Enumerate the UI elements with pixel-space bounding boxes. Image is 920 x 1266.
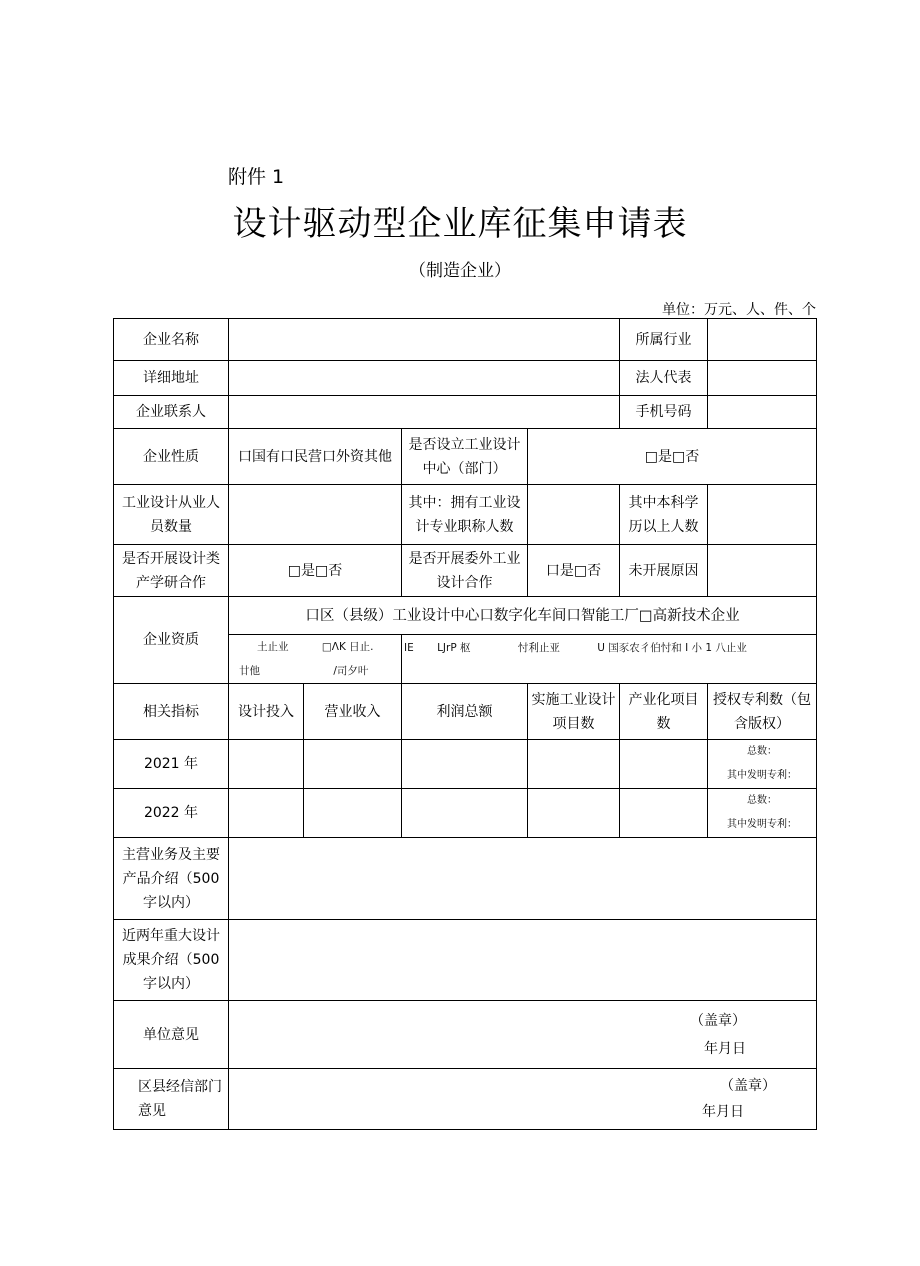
row-year-2021 (114, 740, 817, 789)
address-field[interactable] (229, 361, 620, 396)
row-business-intro (114, 838, 817, 920)
cell-2021-profit[interactable] (402, 740, 528, 789)
unit-date-text: 年月日 (704, 1040, 746, 1057)
achievements-field[interactable] (229, 920, 817, 1001)
titled-staff-label: 其中：拥有工业设计专业职称人数 (402, 485, 528, 545)
application-form-table (113, 318, 817, 1130)
design-center-label: 是否设立工业设计中心（部门） (402, 429, 528, 485)
row-cooperation (114, 545, 817, 597)
district-date-text: 年月日 (702, 1104, 744, 1120)
address-label: 详细地址 (114, 361, 229, 396)
cell-2021-patents[interactable] (708, 740, 817, 789)
row-year-2022 (114, 789, 817, 838)
col-design-investment: 设计投入 (229, 684, 304, 740)
no-reason-field[interactable] (708, 545, 817, 597)
unit-note: 单位：万元、人、件、个 (662, 302, 816, 318)
row-indicator-header (114, 684, 817, 740)
cell-2021-revenue[interactable] (304, 740, 402, 789)
qual-garble-7: 廿他 (239, 665, 260, 677)
research-label: 是否开展设计类产学研合作 (114, 545, 229, 597)
phone-field[interactable] (708, 396, 817, 429)
district-opinion-label: 区县经信部门意见 (114, 1069, 229, 1130)
cell-2022-investment[interactable] (229, 789, 304, 838)
cell-2021-design-projects[interactable] (528, 740, 620, 789)
indicators-label: 相关指标 (114, 684, 229, 740)
row-district-opinion (114, 1069, 817, 1130)
district-seal-text: （盖章） (720, 1078, 776, 1094)
industry-label: 所属行业 (620, 319, 708, 361)
qual-garble-2: □ΛK 日止. (321, 641, 374, 653)
cell-2022-industrialized[interactable] (620, 789, 708, 838)
patent-invention-label: 其中发明专利： (727, 770, 797, 781)
qualification-options[interactable]: 口区（县级）工业设计中心口数字化车间口智能工厂□高新技术企业 (229, 597, 817, 635)
unit-seal-text: （盖章） (690, 1012, 746, 1029)
row-achievements (114, 920, 817, 1001)
row-contact (114, 396, 817, 429)
staff-label: 工业设计从业人员数量 (114, 485, 229, 545)
company-name-label: 企业名称 (114, 319, 229, 361)
year-label: 2021 年 (114, 740, 229, 789)
row-qualification-main (114, 597, 817, 635)
qual-garble-3: IE (404, 642, 414, 654)
patent-invention-label: 其中发明专利： (727, 819, 797, 830)
nature-options[interactable]: 口国有口民营口外资其他 (229, 429, 402, 485)
research-options[interactable]: □是□否 (229, 545, 402, 597)
cell-2022-patents[interactable] (708, 789, 817, 838)
titled-staff-field[interactable] (528, 485, 620, 545)
qual-garble-1: 土止业 (257, 641, 289, 653)
industry-field[interactable] (708, 319, 817, 361)
degree-staff-field[interactable] (708, 485, 817, 545)
business-intro-field[interactable] (229, 838, 817, 920)
cell-2022-design-projects[interactable] (528, 789, 620, 838)
qual-garble-8: /司夕叶 (333, 665, 369, 677)
cell-2022-revenue[interactable] (304, 789, 402, 838)
district-opinion-field[interactable] (229, 1069, 817, 1130)
row-company-name (114, 319, 817, 361)
year-label: 2022 年 (114, 789, 229, 838)
form-title: 设计驱动型企业库征集申请表 (232, 204, 688, 244)
qualification-label: 企业资质 (114, 597, 229, 684)
form-subtitle: （制造企业） (409, 261, 511, 281)
cell-2021-investment[interactable] (229, 740, 304, 789)
contact-label: 企业联系人 (114, 396, 229, 429)
row-address (114, 361, 817, 396)
cell-2021-industrialized[interactable] (620, 740, 708, 789)
cell-2022-profit[interactable] (402, 789, 528, 838)
row-nature (114, 429, 817, 485)
qual-garble-5: 忖利止亚 (517, 642, 560, 654)
unit-opinion-field[interactable] (229, 1001, 817, 1069)
business-intro-label: 主营业务及主要产品介绍（500 字以内） (114, 838, 229, 920)
patent-total-label: 总数： (747, 795, 777, 806)
col-profit: 利润总额 (402, 684, 528, 740)
nature-label: 企业性质 (114, 429, 229, 485)
qual-garble-4: LJrP 枢 (437, 642, 471, 654)
company-name-field[interactable] (229, 319, 620, 361)
row-staff (114, 485, 817, 545)
phone-label: 手机号码 (620, 396, 708, 429)
achievements-label: 近两年重大设计成果介绍（500 字以内） (114, 920, 229, 1001)
qualification-extra-right (402, 635, 817, 684)
design-center-options[interactable]: □是□否 (528, 429, 817, 485)
outsource-options[interactable]: 口是□否 (528, 545, 620, 597)
degree-staff-label: 其中本科学历以上人数 (620, 485, 708, 545)
qual-garble-6: U 国豕农彳伯忖和 I 小 1 八止业 (597, 642, 747, 654)
unit-opinion-label: 单位意见 (114, 1001, 229, 1069)
qualification-extra-left (229, 635, 402, 684)
attachment-label: 附件 1 (228, 166, 285, 188)
legal-rep-label: 法人代表 (620, 361, 708, 396)
staff-field[interactable] (229, 485, 402, 545)
col-design-projects: 实施工业设计项目数 (528, 684, 620, 740)
row-unit-opinion (114, 1001, 817, 1069)
patent-total-label: 总数： (747, 746, 777, 757)
col-revenue: 营业收入 (304, 684, 402, 740)
col-patents: 授权专利数（包含版权） (708, 684, 817, 740)
outsource-label: 是否开展委外工业设计合作 (402, 545, 528, 597)
col-industrialized-projects: 产业化项目数 (620, 684, 708, 740)
contact-field[interactable] (229, 396, 620, 429)
legal-rep-field[interactable] (708, 361, 817, 396)
no-reason-label: 未开展原因 (620, 545, 708, 597)
